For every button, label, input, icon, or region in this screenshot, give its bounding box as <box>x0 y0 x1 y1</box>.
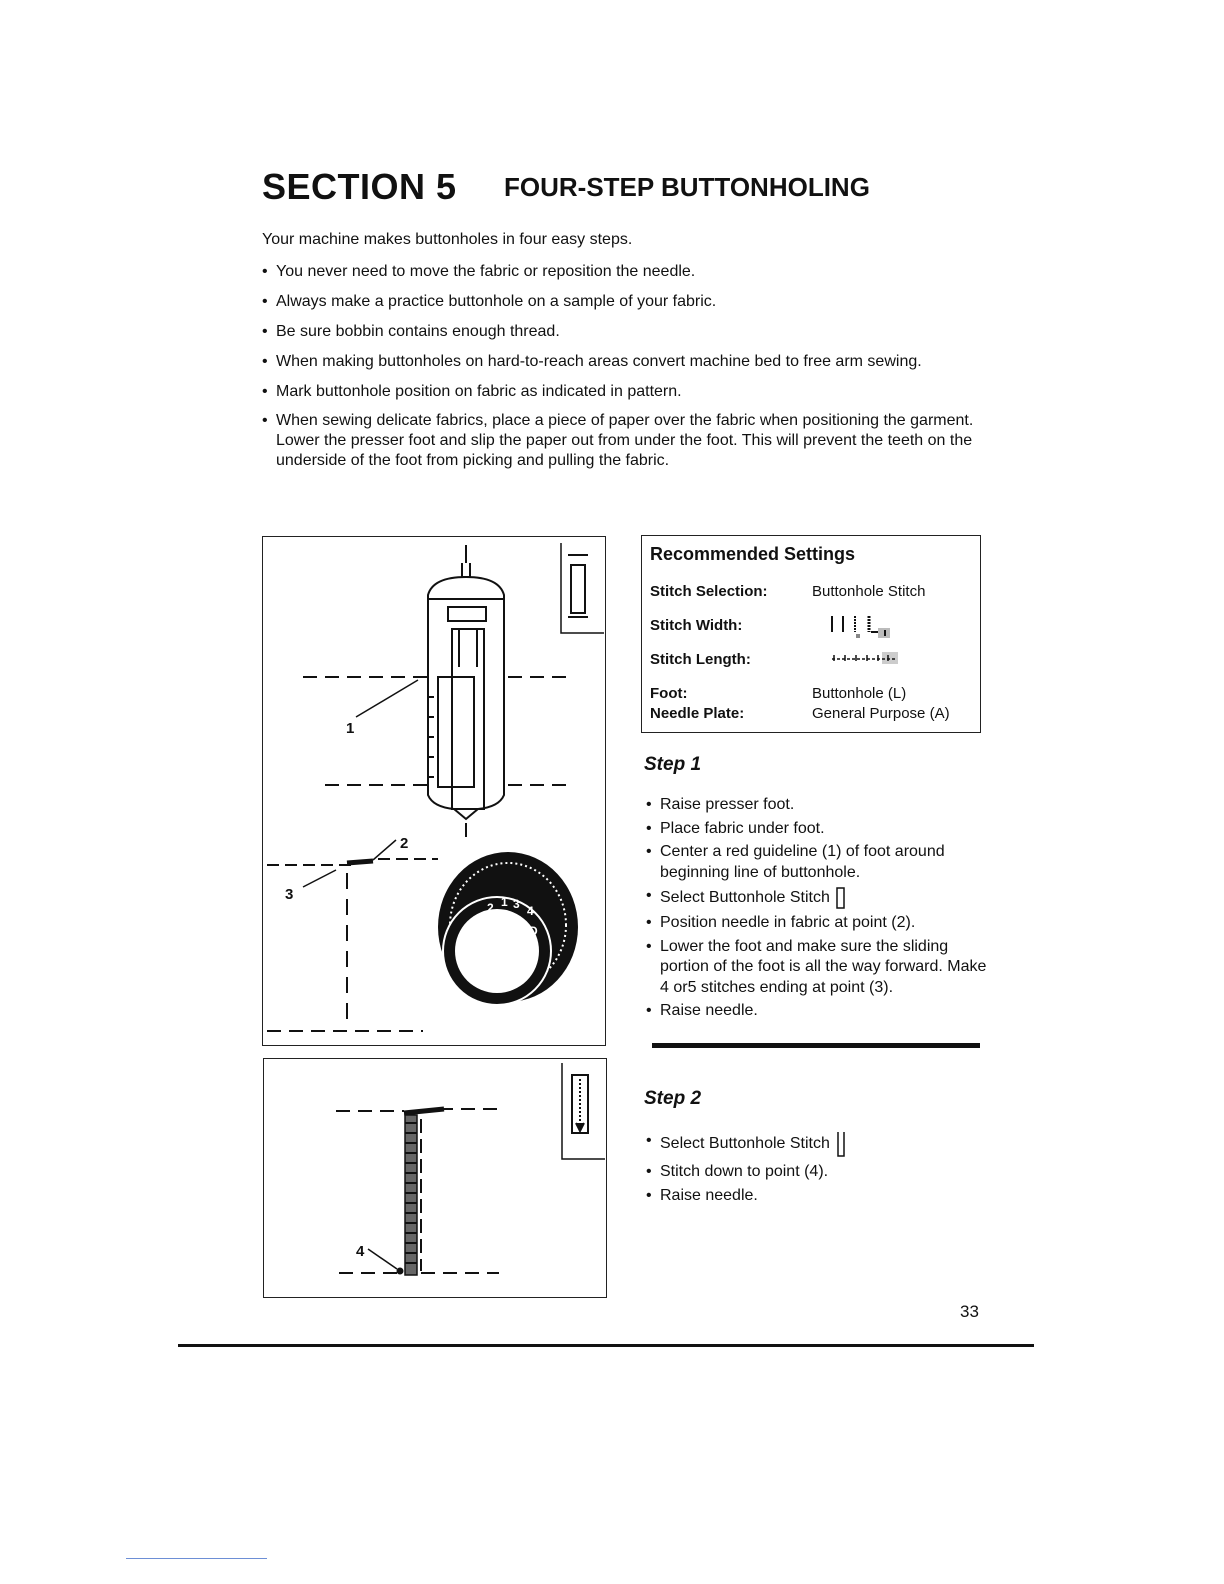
intro-bullet: • When making buttonholes on hard-to-reach areas convert machine bed to free arm sewing. <box>262 351 982 372</box>
dial-label: 2 <box>487 901 494 915</box>
callout-2: 2 <box>400 835 409 852</box>
section-number: SECTION 5 <box>262 166 457 207</box>
needle-plate-label: Needle Plate: <box>650 705 745 722</box>
intro-text: Your machine makes buttonholes in four easy steps. <box>262 231 633 248</box>
step1-bullet: • Place fabric under foot. <box>646 819 991 840</box>
figure-step1-illustration <box>262 536 606 1046</box>
step1-title: Step 1 <box>644 754 702 775</box>
step-divider <box>652 1043 980 1048</box>
bottom-rule <box>178 1344 1034 1347</box>
intro-bullet: • Mark buttonhole position on fabric as indicated in pattern. <box>262 381 982 402</box>
step2-bullet: • Stitch down to point (4). <box>646 1161 976 1182</box>
step1-bullet-text: Select Buttonhole Stitch <box>660 889 830 907</box>
intro-bullet: • When sewing delicate fabrics, place a piece of paper over the fabric when positioning the garment. Lower the presser foot and slip the paper out from under the foot. This will prevent the teeth on the underside of the foot from picking and pulling the fabric. <box>262 411 982 471</box>
step1-bullet: • Center a red guideline (1) of foot around beginning line of buttonhole. <box>646 842 991 883</box>
buttonhole-stitch-diagram <box>264 1059 605 1296</box>
buttonhole-stitch-icon <box>834 886 848 910</box>
section-title: FOUR-STEP BUTTONHOLING <box>504 172 870 202</box>
callout-4: 4 <box>356 1243 365 1260</box>
step1-bullet: • Lower the foot and make sure the sliding portion of the foot is all the way forward. Make 4 or5 stitches ending at point (3). <box>646 937 991 999</box>
settings-title: Recommended Settings <box>650 544 856 564</box>
dial-label: A/C <box>499 916 520 930</box>
stitch-width-icon <box>828 614 908 640</box>
footer-link-underline <box>126 1558 267 1559</box>
dial-label: B <box>485 924 494 938</box>
figure-step2-illustration <box>263 1058 607 1298</box>
step2-bullet <box>646 1130 976 1158</box>
stitch-selection-label: Stitch Selection: <box>650 583 768 600</box>
intro-bullet: • You never need to move the fabric or reposition the needle. <box>262 261 982 282</box>
needle-plate-value: General Purpose (A) <box>812 705 950 722</box>
dial-label: 3 <box>513 897 520 911</box>
dial-label: D <box>529 924 538 938</box>
recommended-settings-box <box>641 535 981 733</box>
callout-1: 1 <box>346 720 355 737</box>
step2-list <box>646 1130 976 1209</box>
buttonhole-stitch-icon <box>834 1130 848 1158</box>
step1-bullet: • Raise needle. <box>646 1001 991 1022</box>
step1-bullet: • Position needle in fabric at point (2). <box>646 913 991 934</box>
step2-title: Step 2 <box>644 1088 702 1109</box>
step1-list <box>646 795 991 1025</box>
intro-bullet-list <box>262 261 982 480</box>
presser-foot-diagram <box>263 537 604 1044</box>
step2-bullet: • Raise needle. <box>646 1185 976 1206</box>
stitch-width-label: Stitch Width: <box>650 617 743 634</box>
step1-bullet <box>646 886 991 910</box>
dial-label: 1 <box>501 895 508 909</box>
intro-bullet: • Be sure bobbin contains enough thread. <box>262 321 982 342</box>
intro-bullet: • Always make a practice buttonhole on a sample of your fabric. <box>262 291 982 312</box>
stitch-length-icon <box>830 648 910 668</box>
callout-3: 3 <box>285 886 294 903</box>
foot-label: Foot: <box>650 685 688 702</box>
stitch-selection-value: Buttonhole Stitch <box>812 583 926 600</box>
foot-value: Buttonhole (L) <box>812 685 907 702</box>
dial-label: 4 <box>527 904 534 918</box>
page-number: 33 <box>960 1302 979 1321</box>
stitch-length-label: Stitch Length: <box>650 651 751 668</box>
step1-bullet: • Raise presser foot. <box>646 795 991 816</box>
step2-bullet-text: Select Buttonhole Stitch <box>660 1135 830 1153</box>
